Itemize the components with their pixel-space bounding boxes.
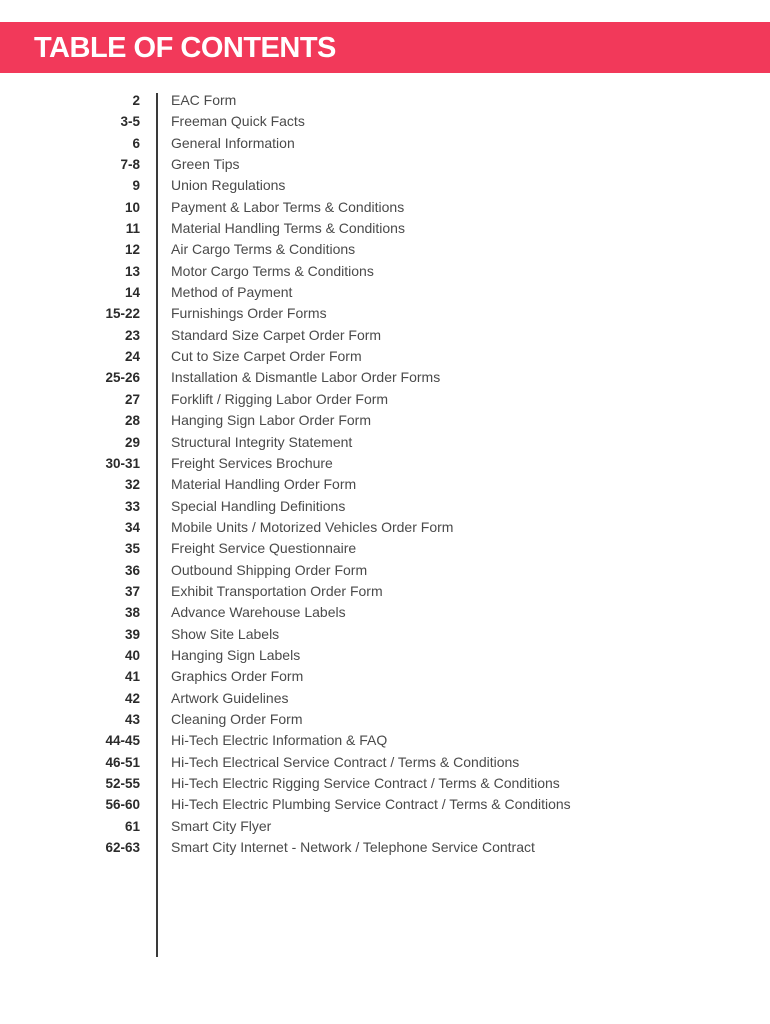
toc-entry[interactable] (0, 773, 770, 794)
toc-page-number: 27 (124, 391, 140, 407)
toc-page-number: 23 (124, 327, 140, 343)
toc-entry[interactable] (0, 261, 770, 282)
toc-page-number: 39 (124, 626, 140, 642)
toc-entry-title: Standard Size Carpet Order Form (171, 326, 382, 343)
toc-entry[interactable] (0, 154, 770, 175)
toc-entry-title: Special Handling Definitions (171, 497, 346, 514)
toc-page-number: 42 (124, 690, 140, 706)
toc-entry[interactable] (0, 303, 770, 324)
toc-page-number: 34 (124, 519, 140, 535)
toc-entry-title: Furnishings Order Forms (171, 305, 327, 322)
toc-entry-title: Mobile Units / Motorized Vehicles Order Form (171, 518, 454, 535)
toc-page-number: 33 (124, 498, 140, 514)
toc-entry[interactable] (0, 432, 770, 453)
toc-entry[interactable] (0, 645, 770, 666)
toc-page-number: 46-51 (105, 754, 140, 770)
toc-page-number: 32 (124, 477, 140, 493)
toc-page-number: 40 (124, 647, 140, 663)
toc-entry-title: Material Handling Order Form (171, 476, 357, 493)
toc-entry[interactable] (0, 752, 770, 773)
toc-page-number: 11 (125, 221, 140, 237)
toc-page-number: 14 (124, 285, 140, 301)
toc-page-number: 25-26 (105, 370, 140, 386)
toc-entry[interactable] (0, 111, 770, 132)
toc-page-number: 2 (132, 93, 140, 108)
toc-entry[interactable] (0, 560, 770, 581)
toc-entry-title: Forklift / Rigging Labor Order Form (171, 390, 389, 407)
toc-entry[interactable] (0, 367, 770, 388)
toc-page-number: 56-60 (105, 797, 140, 813)
toc-entry[interactable] (0, 517, 770, 538)
toc-entry-title: Graphics Order Form (171, 668, 304, 685)
toc-entry-title: Smart City Flyer (171, 817, 272, 834)
toc-entry-title: Exhibit Transportation Order Form (171, 582, 383, 599)
toc-entry-title: Air Cargo Terms & Conditions (171, 241, 356, 258)
toc-page-number: 13 (124, 263, 140, 279)
toc-entry-title: Hanging Sign Labor Order Form (171, 412, 371, 429)
toc-entry-title: EAC Form (171, 92, 237, 108)
toc-page-number: 29 (124, 434, 140, 450)
toc-entry-title: Outbound Shipping Order Form (171, 561, 368, 578)
toc-entry[interactable] (0, 474, 770, 495)
toc-entry-title: Freight Services Brochure (171, 454, 333, 471)
toc-entry-title: Cut to Size Carpet Order Form (171, 348, 362, 365)
toc-page-number: 30-31 (105, 455, 140, 471)
toc-entry-title: Method of Payment (171, 284, 293, 301)
toc-entry[interactable] (0, 410, 770, 431)
toc-entry-title: Structural Integrity Statement (171, 433, 353, 450)
toc-entry-title: Smart City Internet - Network / Telephone Service Contract (171, 839, 535, 856)
toc-entry[interactable] (0, 346, 770, 367)
toc-entry[interactable] (0, 197, 770, 218)
toc-page-number: 3-5 (120, 114, 140, 130)
toc-entry-title: Freeman Quick Facts (171, 113, 305, 130)
toc-entry[interactable] (0, 496, 770, 517)
toc-entry[interactable] (0, 581, 770, 602)
toc-page-number: 7-8 (120, 157, 140, 173)
toc-page-number: 12 (124, 242, 140, 258)
toc-entry[interactable] (0, 282, 770, 303)
toc-page-number: 10 (124, 199, 140, 215)
toc-page-number: 9 (132, 178, 140, 194)
toc-entry-title: Show Site Labels (171, 625, 280, 642)
toc-entry-title: Installation & Dismantle Labor Order Forms (171, 369, 441, 386)
toc-list (0, 90, 770, 858)
toc-entry-title: Hi-Tech Electric Rigging Service Contract / Terms & Conditions (171, 775, 560, 791)
toc-entry-title: Advance Warehouse Labels (171, 604, 346, 621)
toc-entry-title: Payment & Labor Terms & Conditions (171, 198, 405, 215)
toc-entry[interactable] (0, 90, 770, 111)
toc-entry[interactable] (0, 133, 770, 154)
toc-page-number: 6 (132, 135, 140, 151)
toc-page-number: 38 (124, 605, 140, 621)
toc-page-number: 62-63 (105, 840, 140, 856)
toc-page-number: 61 (124, 818, 140, 834)
header-banner (0, 22, 770, 73)
toc-entry-title: Hanging Sign Labels (171, 646, 301, 663)
toc-entry[interactable] (0, 389, 770, 410)
toc-entry[interactable] (0, 688, 770, 709)
toc-entry[interactable] (0, 239, 770, 260)
toc-entry[interactable] (0, 794, 770, 815)
toc-page-number: 37 (124, 583, 140, 599)
toc-entry-title: Hi-Tech Electrical Service Contract / Terms & Conditions (171, 753, 520, 770)
toc-page-number: 41 (124, 669, 140, 685)
toc-page-number: 24 (124, 349, 140, 365)
toc-entry[interactable] (0, 453, 770, 474)
toc-page-number: 15-22 (105, 306, 140, 322)
toc-entry[interactable] (0, 602, 770, 623)
toc-entry-title: General Information (171, 134, 295, 151)
toc-entry-title: Cleaning Order Form (171, 710, 303, 727)
toc-entry-title: Hi-Tech Electric Plumbing Service Contract / Terms & Conditions (171, 796, 571, 813)
toc-entry-title: Union Regulations (171, 177, 286, 194)
toc-entry[interactable] (0, 837, 770, 858)
toc-entry-title: Green Tips (171, 156, 240, 173)
toc-entry[interactable] (0, 218, 770, 239)
toc-entry[interactable] (0, 709, 770, 730)
toc-page-number: 43 (124, 711, 140, 727)
toc-entry-title: Material Handling Terms & Conditions (171, 220, 405, 237)
toc-page-number: 28 (124, 413, 140, 429)
toc-entry-title: Freight Service Questionnaire (171, 540, 357, 557)
toc-entry[interactable] (0, 666, 770, 687)
toc-entry-title: Motor Cargo Terms & Conditions (171, 262, 374, 279)
toc-entry-title: Hi-Tech Electric Information & FAQ (171, 732, 388, 749)
toc-page-number: 44-45 (105, 733, 140, 749)
page-title: TABLE OF CONTENTS (34, 32, 336, 64)
toc-entry-title: Artwork Guidelines (171, 689, 289, 706)
toc-entry[interactable] (0, 325, 770, 346)
toc-entry[interactable] (0, 730, 770, 751)
toc-entry[interactable] (0, 816, 770, 837)
toc-entry[interactable] (0, 175, 770, 196)
toc-page-number: 36 (124, 562, 140, 578)
toc-entry[interactable] (0, 538, 770, 559)
toc-page-number: 35 (124, 541, 140, 557)
toc-page-number: 52-55 (105, 776, 140, 791)
toc-entry[interactable] (0, 624, 770, 645)
